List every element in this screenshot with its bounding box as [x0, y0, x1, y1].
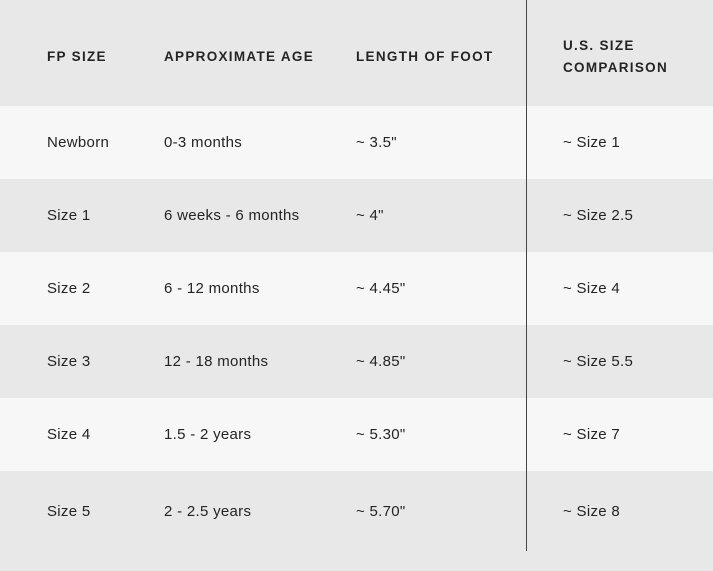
fp-size-value: Size 1 [47, 207, 91, 224]
approximate-age-value: 6 - 12 months [164, 280, 260, 297]
cell-fp-size [0, 106, 164, 179]
cell-approximate-age [164, 398, 356, 471]
cell-approximate-age [164, 252, 356, 325]
table-row-size-5 [0, 471, 713, 571]
cell-fp-size [0, 325, 164, 398]
column-header-fp-size: FP SIZE [47, 49, 107, 64]
cell-us-size [526, 471, 713, 551]
cell-approximate-age [164, 106, 356, 179]
cell-fp-size [0, 398, 164, 471]
cell-fp-size [0, 252, 164, 325]
header-cell-fp-size [0, 0, 164, 106]
cell-approximate-age [164, 179, 356, 252]
us-size-value: ~ Size 7 [563, 426, 621, 443]
us-size-value: ~ Size 1 [563, 134, 621, 151]
cell-approximate-age [164, 325, 356, 398]
us-size-value: ~ Size 8 [563, 502, 621, 520]
table-header-row [0, 0, 713, 106]
column-header-length-of-foot: LENGTH OF FOOT [356, 49, 494, 64]
column-header-approximate-age: APPROXIMATE AGE [164, 49, 315, 64]
cell-length-of-foot [356, 252, 526, 325]
cell-length-of-foot [356, 106, 526, 179]
header-cell-length-of-foot [356, 0, 526, 106]
length-of-foot-value: ~ 4.85" [356, 353, 406, 370]
length-of-foot-value: ~ 5.30" [356, 426, 406, 443]
cell-fp-size [0, 471, 164, 551]
cell-length-of-foot [356, 471, 526, 551]
column-header-us-size-comparison: U.S. SIZE COMPARISON [563, 38, 669, 75]
cell-us-size [526, 325, 713, 398]
table-row-size-3 [0, 325, 713, 398]
approximate-age-value: 2 - 2.5 years [164, 502, 252, 520]
length-of-foot-value: ~ 4.45" [356, 280, 406, 297]
cell-us-size [526, 106, 713, 179]
length-of-foot-value: ~ 5.70" [356, 502, 406, 520]
cell-approximate-age [164, 471, 356, 551]
us-size-value: ~ Size 4 [563, 280, 621, 297]
cell-length-of-foot [356, 325, 526, 398]
table-row-size-4 [0, 398, 713, 471]
cell-length-of-foot [356, 179, 526, 252]
cell-us-size [526, 179, 713, 252]
cell-fp-size [0, 179, 164, 252]
table-row-size-1 [0, 179, 713, 252]
cell-length-of-foot [356, 398, 526, 471]
length-of-foot-value: ~ 4" [356, 207, 384, 224]
fp-size-value: Newborn [47, 134, 110, 151]
fp-size-value: Size 2 [47, 280, 91, 297]
approximate-age-value: 12 - 18 months [164, 353, 269, 370]
cell-us-size [526, 398, 713, 471]
table-row-size-2 [0, 252, 713, 325]
us-size-value: ~ Size 5.5 [563, 353, 634, 370]
cell-us-size [526, 252, 713, 325]
fp-size-value: Size 4 [47, 426, 91, 443]
table-row-newborn [0, 106, 713, 179]
approximate-age-value: 1.5 - 2 years [164, 426, 252, 443]
length-of-foot-value: ~ 3.5" [356, 134, 397, 151]
approximate-age-value: 0-3 months [164, 134, 243, 151]
header-cell-us-size-comparison [526, 0, 713, 106]
header-cell-approximate-age [164, 0, 356, 106]
approximate-age-value: 6 weeks - 6 months [164, 207, 300, 224]
fp-size-value: Size 5 [47, 502, 91, 520]
us-size-value: ~ Size 2.5 [563, 207, 634, 224]
fp-size-value: Size 3 [47, 353, 91, 370]
